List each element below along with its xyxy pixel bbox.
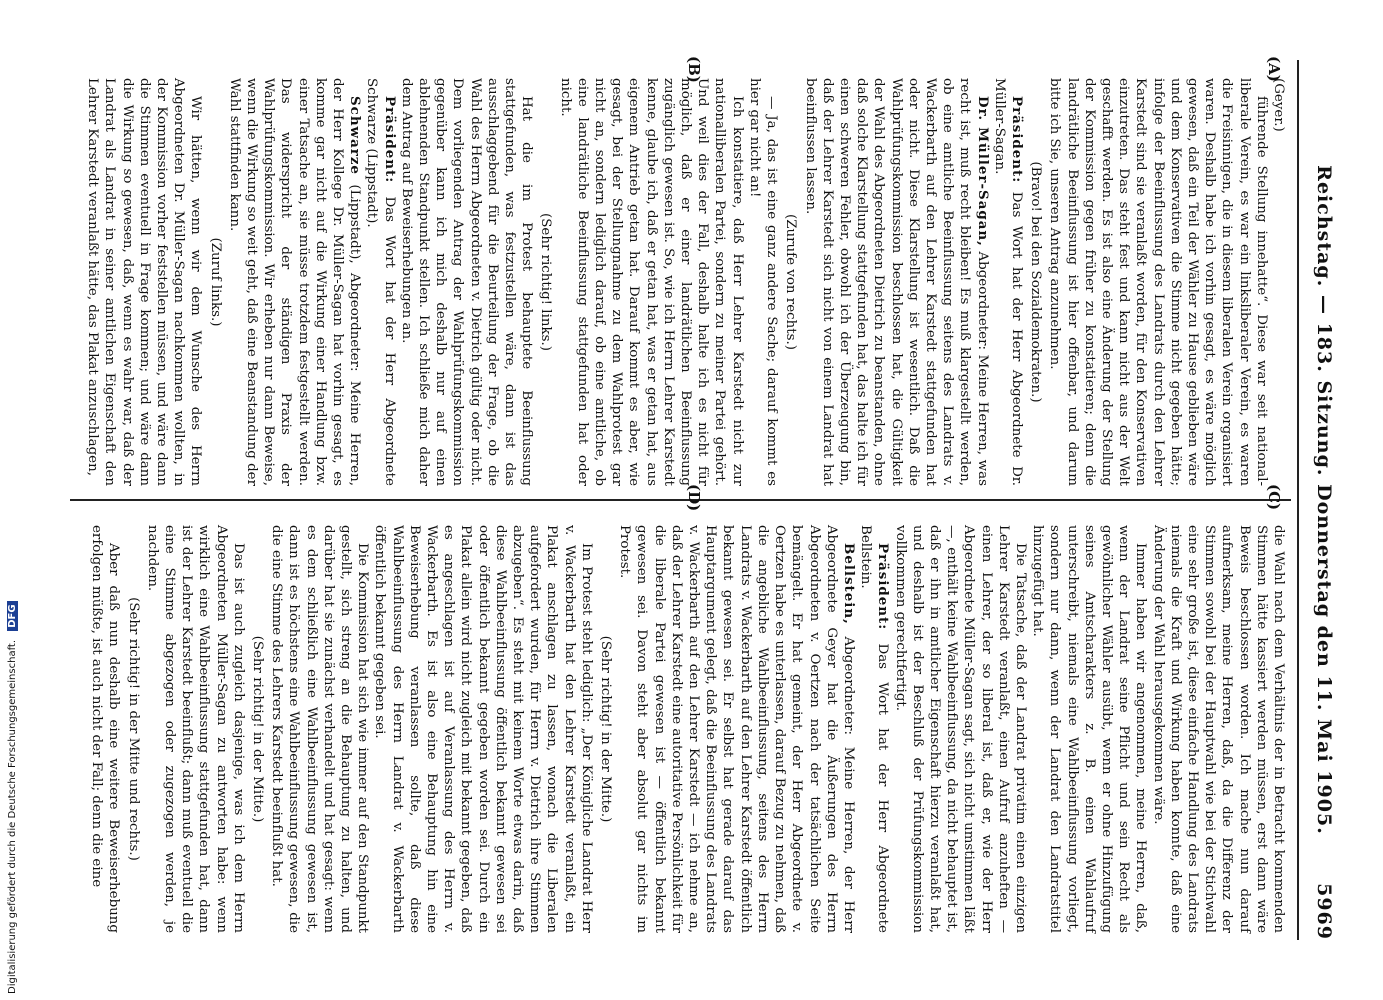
page-title: Reichstag. — 183. Sitzung. Donnerstag den 11. Mai 1905. <box>1313 165 1335 835</box>
interjection <box>249 525 266 933</box>
paragraph <box>268 525 371 933</box>
paragraph-text: (Zurufe von rechts.) <box>783 213 799 350</box>
paragraph-text: (Sehr richtig! in der Mitte.) <box>250 635 266 823</box>
paragraph <box>801 78 990 486</box>
paragraph <box>556 78 745 486</box>
paragraph <box>144 525 247 933</box>
paragraph <box>616 525 857 933</box>
footer <box>7 601 18 994</box>
footer-strip <box>2 4 20 994</box>
left-column <box>84 78 1287 486</box>
paragraph <box>88 525 122 933</box>
paragraph-text: Hat die im Protest behauptete Beeinflussung stattgefunden, was festzustellen wäre, dann ist das ausschlaggebend für die Beurteilung der Frage, ob die Wahl des Herrn Abgeordneten v. Dietrich gültig oder nicht. Dem vorliegenden Antrag der Wahlprüfungskommission gegenüber kann ich mich deshalb nur auf einen ablehnenden Standpunkt stellen. Ich schließe mich daher dem Antrag auf Beweiserhebungen an. <box>398 78 535 486</box>
paragraph-text: (Sehr richtig! links.) <box>538 213 554 351</box>
paragraph-text: — Ja, das ist eine ganz andere Sache; darauf kommt es hier gar nicht an! <box>746 78 780 486</box>
paragraph <box>746 78 780 486</box>
speaker-name: Bellstein, <box>840 543 857 625</box>
paragraph-text: die Wahl nach dem Verhältnis der in Betracht kommenden Stimmen hätte kassiert werden müssen, erst dann wäre Beweis beschlossen worden. Ich mache nun darauf aufmerksam, meine Herren, daß, da die Differenz der Stimmen sowohl bei der Hauptwahl wie bei der Stichwahl eine sehr große ist, diese einfache Handlung des Landrats niemals die Kraft und Wirkung haben konnte, daß eine Änderung der Wahl herausgekommen wäre. <box>1150 525 1286 933</box>
interjection <box>537 78 554 486</box>
paragraph-text: führende Stellung innehatte“. Diese war seit national-liberale Verein, es war ein linksliberaler Verein, es waren die Freisinnigen, die in diesem liberalen Verein organisiert waren. Deshalb habe ich vorhin gesagt, es wäre möglich gewesen, daß ein Teil der Wähler zu Hause geblieben wäre und dem Konservativen die Stimme nicht gegeben hätte; infolge der Beeinflussung des Landrats durch den Lehrer Karstedt sind sie veranlaßt worden, für den Konservativen einzutreten. Das steht fest und kann nicht aus der Welt geschafft werden. Es ist also eine Änderung der Stellung der Kommission gegen früher zu konstatieren; denn die landrätliche Beeinflussung ist hier offenbar, und darum bitte ich Sie, unseren Antrag anzunehmen. <box>1047 78 1269 486</box>
paragraph-text: Im Protest steht lediglich: „Der Königliche Landrat Herr v. Wackerbarth hat den Lehrer Karstedt veranlaßt, ein Plakat anschlagen zu lassen, wonach die Liberalen aufgefordert wurden, für Herrn v. Dietrich ihre Stimmen abzugeben“. Es steht mit keinem Worte etwas darin, daß diese Wahlbeeinflussung öffentlich bekannt gewesen sei oder öffentlich bekannt gegeben worden sei. Durch ein Plakat allein wird nicht zugleich mit bekannt gegeben, daß es angeschlagen ist auf Veranlassung des Herrn v. Wackerbarth. Es ist also eine Behauptung hin eine Beweiserhebung veranlassen sollte, daß diese Wahlbeeinflussung des Herrn Landrat v. Wackerbarth öffentlich bekannt gegeben sei. <box>372 525 594 933</box>
column-divider <box>70 499 1291 501</box>
dfg-logo: DFG <box>7 601 18 630</box>
paragraph <box>891 525 1029 933</box>
paragraph-text: Das Wort hat der Herr Abgeordnete Dr. Müller-Sagan. <box>991 78 1024 486</box>
paragraph <box>398 78 536 486</box>
paragraph <box>226 78 364 486</box>
paragraph <box>363 78 397 486</box>
paragraph-text: (Zuruf links.) <box>207 237 223 327</box>
page-number: 5969 <box>1313 883 1335 940</box>
margin-marker-d: (D) <box>685 484 703 512</box>
interjection <box>124 525 141 933</box>
interjection <box>206 78 223 486</box>
paragraph <box>991 78 1025 486</box>
margin-marker-c: (C) <box>1265 484 1283 511</box>
paragraph-text: Wir hätten, wenn wir dem Wunsche des Herrn Abgeordneten Dr. Müller-Sagan nachkommen wollten, in der Kommission vorher feststellen müssen, und wäre dann die Stimmen eventuell in Frage kommen; und wäre dann die Wirkung so gewesen, daß, wenn es wahr war, daß der Landrat als Landrat in seiner amtlichen Eigenschaft den Lehrer Karstedt veranlaßt hätte, das Plakat anzuschlagen, <box>85 78 204 486</box>
paragraph-text: Abgeordneter: Meine Herren, was recht ist, muß recht bleiben! Es muß klargestellt werden, ob eine amtliche Beeinflussung seitens des Landrats v. Wackerbarth auf den Lehrer Karstedt stattgefunden hat oder nicht. Diese Klarstellung ist wesentlich. Daß die Wahlprüfungskommission beschlossen hat, die Gültigkeit der Wahl des Abgeordneten Dietrich zu beanstanden, ohne daß solche Klarstellung stattgefunden hat, das halte ich für einen schweren Fehler, obwohl ich der Überzeugung bin, daß der Lehrer Karstedt sich nicht von einem Landrat hat beeinflussen lassen. <box>802 78 990 486</box>
paragraph-text: Das Wort hat der Herr Abgeordnete Bellstein. <box>858 525 891 933</box>
paragraph <box>1149 525 1287 933</box>
speaker-name: Präsident: <box>875 543 892 631</box>
interjection <box>1027 78 1044 486</box>
paragraph-text: (Geyer.) <box>1271 78 1286 132</box>
paragraph-text: Aber daß nun deshalb eine weitere Beweiserhebung erfolgen müßte, ist auch nicht der Fall; denn die eine <box>89 525 122 933</box>
speaker-name: Präsident: <box>381 96 398 184</box>
speaker-name: Schwarze <box>347 96 364 175</box>
paragraph-text: (Lippstadt), Abgeordneter: Meine Herren, der Herr Kollege Dr. Müller-Sagan hat vorhin gesagt, es komme gar nicht auf die Wirkung einer Handlung bzw. einer Tatsache an, sie müsse trotzdem festgestellt werden. Das widerspricht der ständigen Praxis der Wahlprüfungskommission. Wir erheben nur dann Beweise, wenn die Wirkung so weit geht, daß eine Beanstandung der Wahl stattfinden kann. <box>226 78 363 486</box>
paragraph-text: Abgeordneter: Meine Herren, der Herr Abgeordnete Geyer hat die Äußerungen des Herrn Abgeordneten v. Oertzen nach der tatsächlichen Seite bemängelt. Er hat gemeint, der Herr Abgeordnete v. Oertzen habe es unterlassen, darauf Bezug zu nehmen, daß die angebliche Wahlbeeinflussung, seitens des Herrn Landrats v. Wackerbarth auf den Lehrer Karstedt öffentlich bekannt gewesen sei. Er selbst hat gerade darauf das Hauptargument gelegt, daß die Beeinflussung des Landrats v. Wackerbarth auf den Lehrer Karstedt — ich nehme an, daß der Lehrer Karstedt eine autoritative Persönlichkeit für die liberale Partei gewesen ist — öffentlich bekannt gewesen sei. Davon steht aber absolut gar nichts im Protest. <box>617 525 856 933</box>
interjection <box>782 78 799 486</box>
interjection <box>597 525 614 933</box>
paragraph <box>1046 78 1270 486</box>
speaker-tag <box>1270 78 1287 486</box>
header-rule <box>1297 60 1299 940</box>
right-column <box>88 525 1287 933</box>
speaker-name: Präsident: <box>1008 96 1025 184</box>
footer-text: Digitalisierung gefördert durch die Deutsche Forschungsgemeinschaft. <box>7 639 18 994</box>
margin-marker-b: (B) <box>685 56 703 83</box>
paragraph-text: (Sehr richtig! in der Mitte und rechts.) <box>125 597 141 861</box>
paragraph-text: Die Kommission hat sich wie immer auf den Standpunkt gestellt, sich streng an die Behauptung zu halten, und darüber hat sie zunächst verhandelt und hat gesagt: wenn es dem schließlich eine Wahlbeeinflussung gewesen ist, dann ist es höchstens eine Wahlbeeinflussung gewesen, die die eine Stimme des Lehrers Karstedt beeinflußt hat. <box>269 525 371 933</box>
paragraph-text: Ich konstatiere, daß Herr Lehrer Karstedt nicht zur nationalliberalen Partei, sondern zu meiner Partei gehört. Und weil dies der Fall, deshalb halte ich es nicht für möglich, daß er einer landrätlichen Beeinflussung zugänglich gewesen ist. So, wie ich Herrn Lehrer Karstedt kenne, glaube ich, daß er getan hat, was er getan hat, aus eigenem Antrieb getan hat. Darauf kommt es aber, wie gesagt, bei der Stellungnahme zu dem Wahlprotest gar nicht an, sondern lediglich darauf, ob eine amtliche, ob eine landrätliche Beeinflussung stattgefunden hat oder nicht. <box>557 78 745 486</box>
paragraph-text: Das Wort hat der Herr Abgeordnete Schwarze (Lippstadt). <box>364 78 397 486</box>
paragraph-text: (Sehr richtig! in der Mitte.) <box>598 635 614 823</box>
paragraph <box>1029 525 1149 933</box>
speaker-name: Dr. Müller-Sagan, <box>974 96 991 247</box>
paragraph <box>84 78 204 486</box>
paragraph <box>857 525 891 933</box>
paragraph-text: Das ist auch zugleich dasjenige, was ich dem Herrn Abgeordneten Müller-Sagan zu antworten habe: wenn wirklich eine Wahlbeeinflussung stattgefunden hat, dann ist der Lehrer Karstedt beeinflußt; dann muß eventuell die eine Stimme abgezogen oder zugezogen werden, je nachdem. <box>144 525 246 933</box>
paragraph-text: Die Tatsache, daß der Landrat privatim einen einzigen Lehrer Karstedt veranlaßt, einen Aufruf anzuheften — einen Lehrer, der so liberal ist, daß er, wie der Herr Abgeordnete Müller-Sagan sagt, sich nicht umstimmen läßt —, enthält keine Wahlbeeinflussung, da nicht behauptet ist, daß er ihn in amtlicher Eigenschaft hierzu veranlaßt hat, und deshalb ist der Beschluß der Prüfungskommission vollkommen gerechtfertigt. <box>892 525 1028 933</box>
margin-marker-a: (A) <box>1265 56 1283 82</box>
paragraph-text: Immer haben wir angenommen, meine Herren, daß, wenn der Landrat seine Pflicht und sein Recht als gewöhnlicher Wähler ausübt, wenn er ohne Hinzufügung seines Amtscharakters z. B. einen Wahlaufruf unterschreibt, niemals eine Wahlbeeinflussung vorliegt, sondern nur dann, wenn der Landrat den Landratstitel hinzugefügt hat. <box>1030 525 1149 933</box>
page-header <box>1301 60 1335 940</box>
paragraph-text: (Bravo! bei den Sozialdemokraten.) <box>1028 161 1044 403</box>
paragraph <box>371 525 595 933</box>
